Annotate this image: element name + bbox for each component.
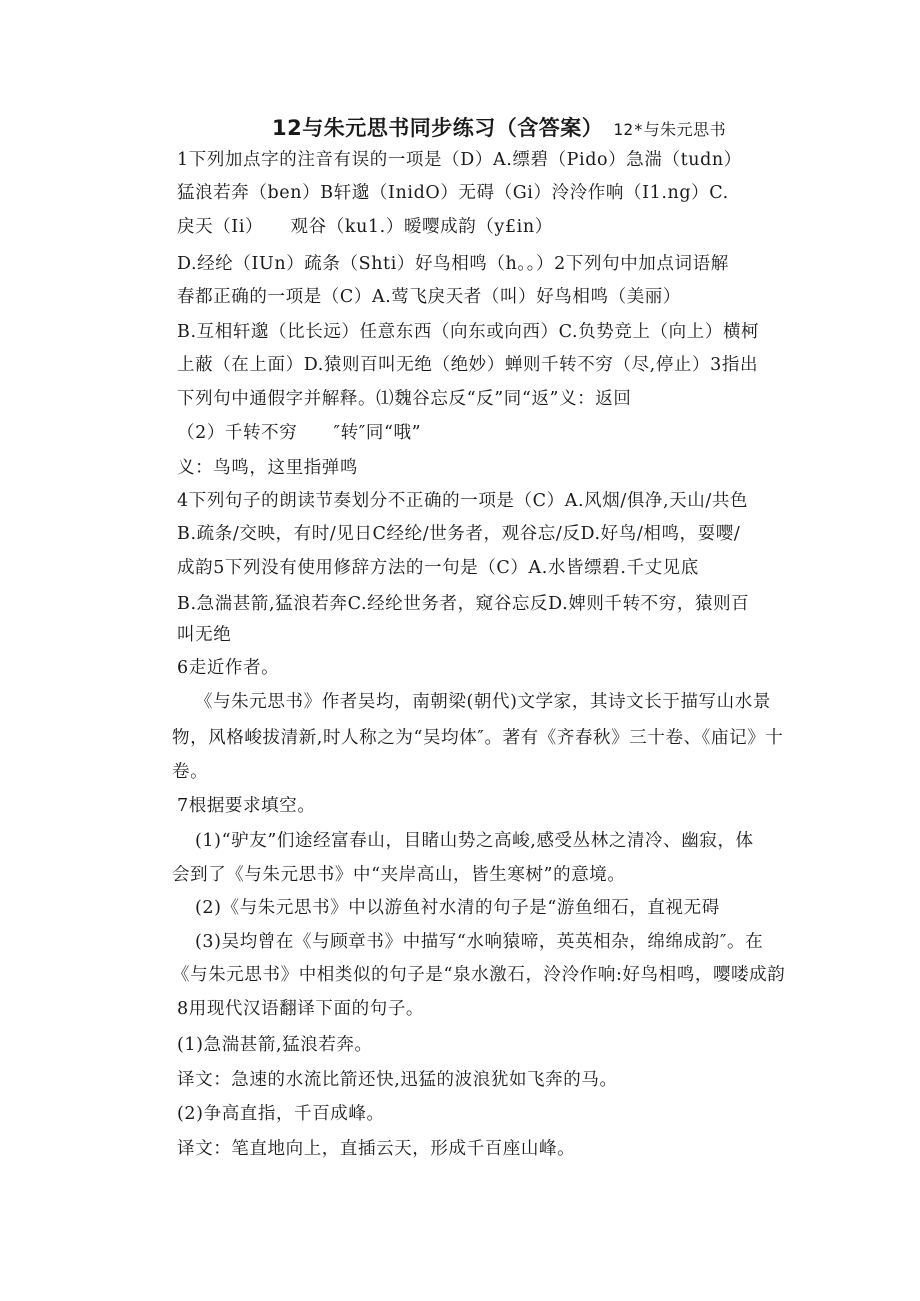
text-line: 译文：急速的水流比箭还快,迅猛的波浪犹如飞奔的马。 bbox=[177, 1070, 618, 1090]
text-line: (3)吴均曾在《与顾章书》中描写“水响猿啼，英英相杂，绵绵成韵″。在 bbox=[195, 932, 764, 952]
text-line: 译文：笔直地向上，直插云天，形成千百座山峰。 bbox=[177, 1139, 576, 1159]
text-line: （2）千转不穷 ″转″同“哦” bbox=[177, 423, 422, 443]
text-line: (2)争高直指，千百成峰。 bbox=[177, 1104, 385, 1124]
text-line: 《与朱元思书》作者吴均，南朝梁(朝代)文学家，其诗文长于描写山水景 bbox=[195, 692, 771, 712]
title-suffix: 12*与朱元思书 bbox=[613, 120, 727, 139]
title-main: 12与朱元思书同步练习（含答案） bbox=[272, 116, 604, 140]
text-line: 6走近作者。 bbox=[177, 658, 280, 678]
text-line: 成韵5下列没有使用修辞方法的一句是（C）A.水皆缥碧.千丈见底 bbox=[177, 558, 699, 578]
text-line: 《与朱元思书》中相类似的句子是“泉水激石，泠泠作响:好鸟相鸣，嘤喽成韵 bbox=[172, 965, 786, 985]
text-line: (2)《与朱元思书》中以游鱼衬水清的句子是“游鱼细石，直视无碍 bbox=[195, 898, 720, 918]
text-line: 8用现代汉语翻译下面的句子。 bbox=[177, 999, 425, 1019]
document-title bbox=[272, 112, 726, 142]
text-line: 7根据要求填空。 bbox=[177, 796, 316, 816]
text-line: 会到了《与朱元思书》中“夹岸高山，皆生寒树”的意境。 bbox=[172, 865, 626, 885]
text-line: 上蔽（在上面）D.猿则百叫无绝（绝妙）蝉则千转不穷（尽,停止）3指出 bbox=[177, 355, 759, 375]
text-line: 下列句中通假字并解释。⑴魏谷忘反“反”同“返”义：返回 bbox=[177, 389, 632, 409]
text-line: 义：鸟鸣，这里指弹鸣 bbox=[177, 458, 358, 478]
text-line: 物，风格峻拔清新,时人称之为“吴均体″。著有《齐春秋》三十卷、《庙记》十 bbox=[172, 728, 784, 748]
text-line: B.急湍甚箭,猛浪若奔C.经纶世务者，窥谷忘反D.婢则千转不穷，猿则百 bbox=[177, 594, 750, 614]
text-line: 戾天（Ii） 观谷（ku1.）暧嘤成韵（y£in） bbox=[177, 217, 553, 237]
text-line: D.经纶（IUn）疏条（Shti）好鸟相鸣（h。。）2下列句中加点词语解 bbox=[177, 254, 729, 274]
text-line: (1)急湍甚箭,猛浪若奔。 bbox=[177, 1035, 373, 1055]
text-line: 猛浪若奔（ben）B轩邈（InidO）无碍（Gi）泠泠作响（I1.ng）C. bbox=[177, 183, 729, 203]
text-line: 1下列加点字的注音有误的一项是（D）A.缥碧（Pido）急湍（tudn） bbox=[177, 150, 742, 170]
text-line: 春都正确的一项是（C）A.莺飞戾天者（叫）好鸟相鸣（美丽） bbox=[177, 287, 681, 307]
text-line: (1)“驴友”们途经富春山，目睹山势之高峻,感受丛林之清冷、幽寂，体 bbox=[195, 831, 754, 851]
text-line: B.互相轩邈（比长远）任意东西（向东或向西）C.负势竞上（向上）横柯 bbox=[177, 322, 760, 342]
text-line: 叫无绝 bbox=[177, 625, 232, 645]
text-line: B.疏条/交映，有时/见日C经纶/世务者，观谷忘/反D.好鸟/相鸣，耍嘤/ bbox=[177, 524, 741, 544]
text-line: 卷。 bbox=[172, 762, 209, 782]
text-line: 4下列句子的朗读节奏划分不正确的一项是（C）A.风烟/俱净,天山/共色 bbox=[177, 491, 749, 511]
